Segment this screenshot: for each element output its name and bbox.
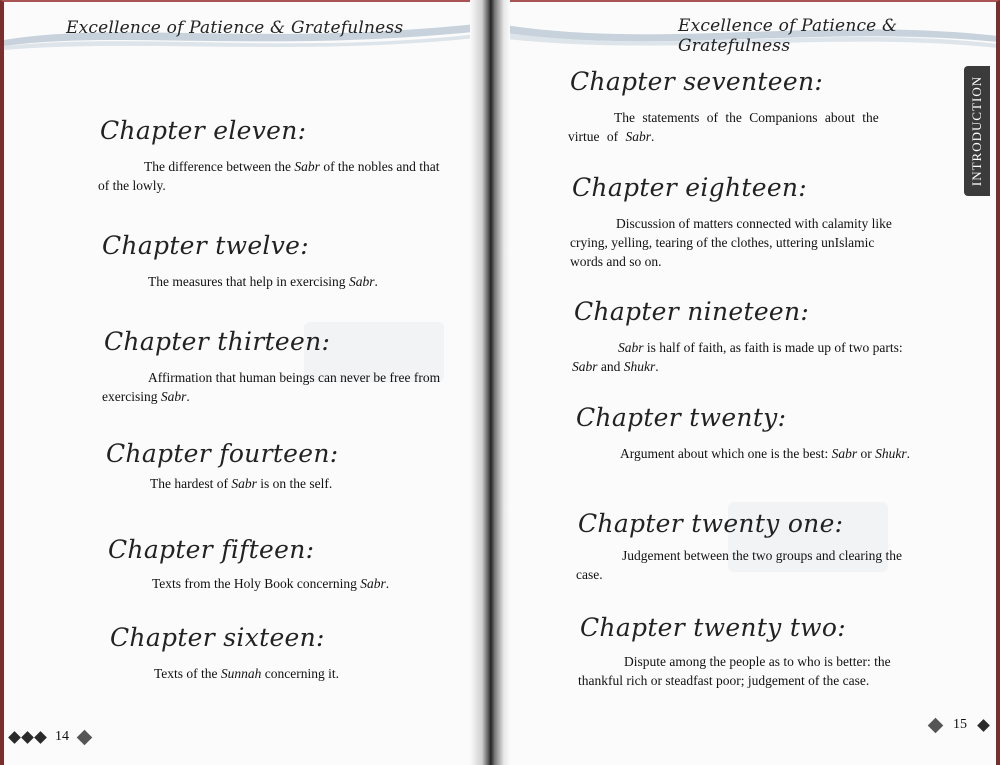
chapter-description: Argument about which one is the best: Sabr or Shukr. bbox=[620, 445, 910, 461]
page-footer-left bbox=[10, 729, 90, 745]
chapter-heading: Chapter fourteen: bbox=[106, 439, 339, 468]
chapter-heading: Chapter fifteen: bbox=[108, 535, 315, 564]
diamond-ornament-icon bbox=[21, 731, 34, 744]
chapter-description: Discussion of matters connected with calamity like crying, yelling, tearing of the clothes, uttering unIslamic words and so on. bbox=[570, 215, 892, 269]
chapter-heading: Chapter seventeen: bbox=[570, 67, 824, 96]
right-page bbox=[498, 0, 1000, 765]
chapter-fourteen bbox=[106, 440, 451, 493]
page-number-right: 15 bbox=[953, 717, 967, 732]
diamond-ornament-icon bbox=[928, 717, 944, 733]
chapter-description: Dispute among the people as to who is better: the thankful rich or steadfast poor; judgement of the case. bbox=[578, 653, 891, 688]
chapter-twenty-one bbox=[578, 510, 912, 584]
running-header-right: Excellence of Patience & Gratefulness bbox=[678, 16, 898, 56]
chapter-eighteen bbox=[572, 174, 910, 271]
page-number-left: 14 bbox=[55, 729, 69, 744]
chapter-heading: Chapter eleven: bbox=[100, 116, 307, 145]
diamond-ornament-icon bbox=[77, 729, 93, 745]
page-footer-right bbox=[930, 717, 988, 733]
chapter-description: Sabr is half of faith, as faith is made up of two parts: Sabr and Shukr. bbox=[572, 339, 903, 374]
chapter-heading: Chapter thirteen: bbox=[104, 327, 331, 356]
chapter-description: Texts from the Holy Book concerning Sabr. bbox=[152, 575, 390, 591]
chapter-description: Affirmation that human beings can never be free from exercising Sabr. bbox=[102, 369, 441, 404]
chapter-description: The statements of the Companions about the virtue of Sabr. bbox=[568, 109, 879, 144]
chapter-sixteen bbox=[110, 624, 455, 683]
chapter-description: The hardest of Sabr is on the self. bbox=[150, 475, 333, 491]
chapter-seventeen bbox=[570, 68, 908, 146]
chapter-heading: Chapter nineteen: bbox=[574, 297, 810, 326]
section-tab bbox=[964, 66, 990, 196]
diamond-ornament-icon bbox=[34, 731, 47, 744]
chapter-twenty-two bbox=[580, 614, 914, 690]
chapter-fifteen bbox=[108, 536, 453, 593]
chapter-thirteen bbox=[104, 328, 449, 406]
section-tab-label: INTRODUCTION bbox=[969, 75, 984, 187]
chapter-description: The difference between the Sabr of the nobles and that of the lowly. bbox=[98, 158, 440, 193]
running-header-left: Excellence of Patience & Gratefulness bbox=[66, 18, 404, 38]
chapter-description: Texts of the Sunnah concerning it. bbox=[154, 665, 340, 681]
chapter-twenty bbox=[576, 404, 910, 463]
chapter-description: The measures that help in exercising Sabr. bbox=[148, 273, 378, 289]
left-page bbox=[0, 0, 490, 765]
chapter-heading: Chapter eighteen: bbox=[572, 173, 808, 202]
book-gutter bbox=[470, 0, 510, 765]
chapter-heading: Chapter twenty two: bbox=[580, 613, 846, 642]
diamond-ornament-icon bbox=[977, 719, 990, 732]
chapter-nineteen bbox=[574, 298, 910, 376]
chapter-heading: Chapter twelve: bbox=[102, 231, 309, 260]
chapter-description: Judgement between the two groups and clearing the case. bbox=[576, 547, 903, 582]
chapter-heading: Chapter twenty: bbox=[576, 403, 787, 432]
chapter-eleven bbox=[100, 117, 445, 195]
chapter-heading: Chapter twenty one: bbox=[578, 509, 844, 538]
diamond-ornament-icon bbox=[8, 731, 21, 744]
chapter-twelve bbox=[102, 232, 447, 291]
chapter-heading: Chapter sixteen: bbox=[110, 623, 325, 652]
